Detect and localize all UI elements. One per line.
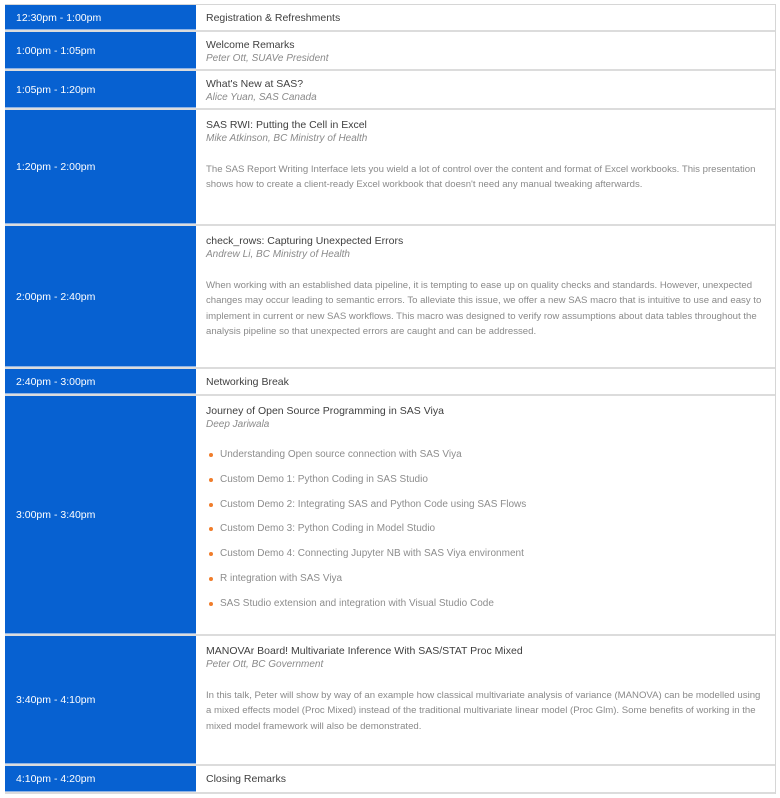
- time-cell: 1:00pm - 1:05pm: [5, 32, 196, 69]
- bullet-icon: [209, 503, 213, 507]
- bullet-icon: [209, 478, 213, 482]
- time-cell: 3:40pm - 4:10pm: [5, 636, 196, 764]
- session-title: MANOVAr Board! Multivariate Inference With SAS/STAT Proc Mixed: [206, 645, 523, 657]
- session-description: The SAS Report Writing Interface lets you wield a lot of control over the content and format of Excel workbooks. This presentation shows how to create a client-ready Excel workbook that doesn't need any manual tweaking afterwards.: [206, 164, 756, 191]
- agenda-row: [5, 32, 775, 71]
- session-title: Registration & Refreshments: [206, 11, 341, 24]
- topic-text: Custom Demo 1: Python Coding in SAS Studio: [220, 473, 428, 485]
- topic-text: Custom Demo 2: Integrating SAS and Python Code using SAS Flows: [220, 498, 527, 510]
- session-cell: [196, 32, 775, 69]
- session-cell: [196, 396, 775, 634]
- agenda-table: [5, 4, 776, 794]
- time-cell: 3:00pm - 3:40pm: [5, 396, 196, 634]
- topic-text: SAS Studio extension and integration with Visual Studio Code: [220, 597, 494, 609]
- time-cell: 1:05pm - 1:20pm: [5, 71, 196, 108]
- topic-item: [206, 448, 765, 462]
- agenda-row: [5, 396, 775, 636]
- session-title: Networking Break: [206, 375, 289, 388]
- topic-text: R integration with SAS Viya: [220, 572, 343, 584]
- session-cell: [196, 5, 775, 30]
- agenda-row: [5, 71, 775, 110]
- topic-list: [206, 448, 765, 611]
- session-speaker: Andrew Li, BC Ministry of Health: [206, 249, 350, 260]
- time-cell: 1:20pm - 2:00pm: [5, 110, 196, 224]
- session-cell: [196, 226, 775, 367]
- session-title: SAS RWI: Putting the Cell in Excel: [206, 119, 367, 131]
- agenda-row: [5, 369, 775, 396]
- time-cell: 12:30pm - 1:00pm: [5, 5, 196, 30]
- session-cell: [196, 766, 775, 792]
- topic-item: [206, 498, 765, 512]
- session-title: What's New at SAS?: [206, 78, 304, 90]
- session-cell: [196, 71, 775, 108]
- session-title: Closing Remarks: [206, 773, 286, 785]
- topic-item: [206, 572, 765, 586]
- session-title: Welcome Remarks: [206, 39, 295, 51]
- session-speaker: Peter Ott, BC Government: [206, 659, 324, 670]
- session-description: When working with an established data pipeline, it is tempting to ease up on quality checks and standards. However, unexpected changes may occur leading to semantic errors. To alleviate this issue, we offer a new SAS macro that is intuitive to use and easy to implement in current or new SAS workflows. This macro was designed to verify row assumptions about data tables throughout the analysis pipeline so that unexpected errors are caught and can be addressed.: [206, 280, 762, 337]
- session-speaker: Deep Jariwala: [206, 419, 270, 430]
- bullet-icon: [209, 453, 213, 457]
- agenda-row: [5, 766, 775, 794]
- session-speaker: Mike Atkinson, BC Ministry of Health: [206, 133, 368, 144]
- session-speaker: Alice Yuan, SAS Canada: [206, 92, 317, 103]
- topic-item: [206, 547, 765, 561]
- session-description: In this talk, Peter will show by way of an example how classical multivariate analysis of variance (MANOVA) can be modelled using a mixed effects model (Proc Mixed) instead of the traditional multivariate linear model (Proc Glm). Some benefits of working in the mixed model framework will also be demonstrated.: [206, 690, 761, 732]
- time-cell: 4:10pm - 4:20pm: [5, 766, 196, 792]
- agenda-row: [5, 110, 775, 226]
- session-cell: [196, 369, 775, 394]
- bullet-icon: [209, 602, 213, 606]
- session-cell: [196, 636, 775, 764]
- time-cell: 2:40pm - 3:00pm: [5, 369, 196, 394]
- agenda-row: [5, 226, 775, 369]
- session-title: Journey of Open Source Programming in SAS Viya: [206, 405, 444, 417]
- session-title: check_rows: Capturing Unexpected Errors: [206, 235, 404, 247]
- topic-item: [206, 522, 765, 536]
- topic-item: [206, 597, 765, 611]
- session-speaker: Peter Ott, SUAVe President: [206, 53, 329, 64]
- topic-item: [206, 473, 765, 487]
- agenda-row: [5, 5, 775, 32]
- bullet-icon: [209, 552, 213, 556]
- topic-text: Custom Demo 4: Connecting Jupyter NB with SAS Viya environment: [220, 548, 524, 560]
- bullet-icon: [209, 577, 213, 581]
- topic-text: Custom Demo 3: Python Coding in Model Studio: [220, 523, 436, 535]
- time-cell: 2:00pm - 2:40pm: [5, 226, 196, 367]
- topic-text: Understanding Open source connection with SAS Viya: [220, 449, 462, 460]
- session-cell: [196, 110, 775, 224]
- bullet-icon: [209, 527, 213, 531]
- agenda-row: [5, 636, 775, 766]
